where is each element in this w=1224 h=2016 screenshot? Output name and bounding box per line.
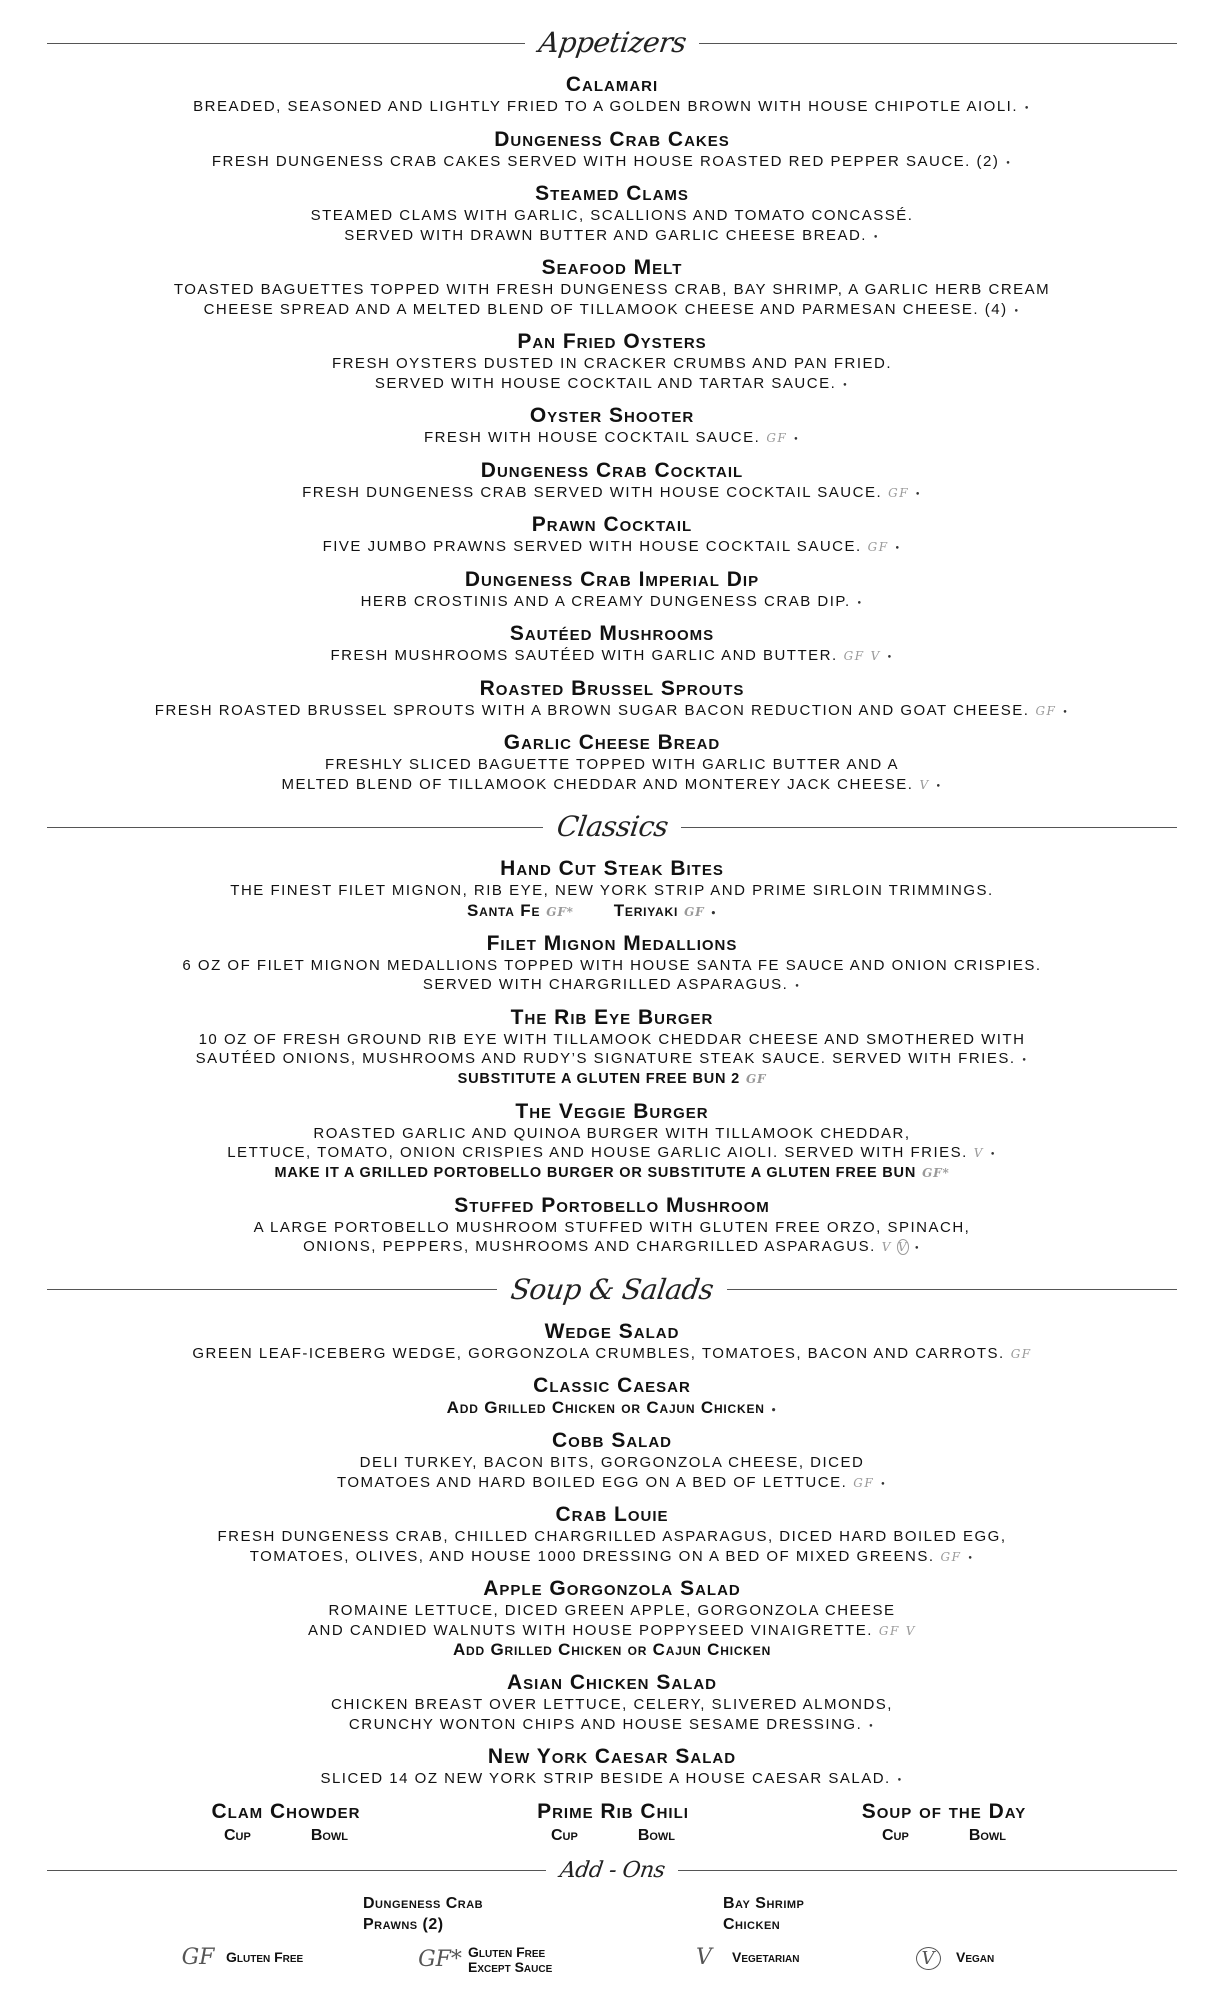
description-text: HERB CROSTINIS AND A CREAMY DUNGENESS CRAB DIP. bbox=[360, 592, 851, 610]
description-text: 10 OZ OF FRESH GROUND RIB EYE WITH TILLAMOOK CHEDDAR CHEESE AND SMOTHERED WITH bbox=[198, 1030, 1026, 1048]
dot-icon bbox=[1022, 1056, 1029, 1066]
menu-item bbox=[47, 931, 1177, 995]
item-description bbox=[47, 1473, 1177, 1493]
soup-item bbox=[794, 1799, 1094, 1847]
v-icon bbox=[871, 649, 881, 663]
legend-label: Vegan bbox=[956, 1948, 995, 1965]
item-name: The Rib Eye Burger bbox=[510, 1005, 714, 1029]
addon-item: Dungeness Crab bbox=[363, 1894, 484, 1912]
item-description bbox=[47, 956, 1177, 976]
description-text: ONIONS, PEPPERS, MUSHROOMS AND CHARGRILLED ASPARAGUS. bbox=[303, 1238, 876, 1255]
item-name: Prawn Cocktail bbox=[531, 513, 693, 536]
description-text: FRESH DUNGENESS CRAB SERVED WITH HOUSE COCKTAIL SAUCE. bbox=[302, 483, 883, 501]
vegan-icon bbox=[900, 1945, 956, 1970]
menu-item bbox=[47, 1099, 1177, 1183]
description-text: TOMATOES, OLIVES, AND HOUSE 1000 DRESSING ON A BED OF MIXED GREENS. bbox=[249, 1547, 935, 1565]
menu-item bbox=[47, 1005, 1177, 1089]
description-text: CRUNCHY WONTON CHIPS AND HOUSE SESAME DRESSING. bbox=[348, 1715, 863, 1733]
item-name: Oyster Shooter bbox=[529, 404, 695, 427]
menu-item bbox=[47, 1319, 1177, 1364]
legend-label: Gluten Free bbox=[226, 1948, 304, 1965]
description-text: ROASTED GARLIC AND QUINOA BURGER WITH TILLAMOOK CHEDDAR, bbox=[313, 1124, 911, 1142]
v-icon bbox=[974, 1146, 984, 1160]
gf-icon bbox=[868, 540, 889, 554]
gf-star-icon bbox=[922, 1166, 949, 1180]
item-name: Pan Fried Oysters bbox=[517, 330, 707, 353]
option-label: Teriyaki bbox=[613, 900, 679, 920]
section-title: Appetizers bbox=[536, 26, 688, 59]
item-description bbox=[47, 483, 1177, 503]
dot-icon bbox=[771, 1406, 778, 1416]
description-text: FRESH WITH HOUSE COCKTAIL SAUCE. bbox=[423, 429, 761, 446]
v-icon bbox=[906, 1624, 916, 1638]
gf-icon bbox=[941, 1550, 962, 1564]
soups-row bbox=[0, 1799, 1224, 1851]
description-text: TOMATOES AND HARD BOILED EGG ON A BED OF LETTUCE. bbox=[337, 1473, 848, 1491]
gf-icon bbox=[1011, 1347, 1032, 1361]
description-text: SERVED WITH CHARGRILLED ASPARAGUS. bbox=[422, 976, 789, 993]
menu-item bbox=[47, 676, 1177, 721]
section-divider bbox=[47, 804, 1177, 850]
divider-rule bbox=[678, 1870, 1177, 1871]
dot-icon bbox=[873, 233, 880, 243]
dot-icon bbox=[1014, 307, 1021, 317]
menu-item bbox=[47, 1502, 1177, 1566]
menu-item bbox=[47, 127, 1177, 172]
legend-label-line: Gluten Free bbox=[468, 1943, 546, 1960]
item-name: Filet Mignon Medallions bbox=[486, 931, 738, 955]
dot-icon bbox=[857, 599, 864, 609]
section-title: Add - Ons bbox=[558, 1857, 667, 1883]
item-description bbox=[47, 1124, 1177, 1144]
menu-item bbox=[47, 403, 1177, 448]
menu-item bbox=[47, 1744, 1177, 1789]
item-name: Apple Gorgonzola Salad bbox=[483, 1577, 741, 1600]
item-description bbox=[47, 1547, 1177, 1567]
item-name: Sautéed Mushrooms bbox=[509, 622, 715, 645]
description-text: FRESH OYSTERS DUSTED IN CRACKER CRUMBS AND PAN FRIED. bbox=[331, 355, 893, 372]
dot-icon bbox=[887, 653, 894, 663]
dot-icon bbox=[915, 490, 922, 500]
item-description bbox=[47, 592, 1177, 612]
menu-item bbox=[47, 567, 1177, 612]
item-description bbox=[47, 280, 1177, 300]
menu-item bbox=[47, 181, 1177, 245]
item-description bbox=[47, 1621, 1177, 1641]
gf-icon bbox=[853, 1476, 874, 1490]
menu-item bbox=[47, 1373, 1177, 1418]
dot-icon bbox=[897, 1776, 904, 1786]
size-cup: Cup bbox=[550, 1826, 578, 1844]
soup-name: Prime Rib Chili bbox=[537, 1799, 689, 1823]
legend-label-line: Except Sauce bbox=[468, 1958, 553, 1975]
divider-rule bbox=[47, 1870, 546, 1871]
soup-item bbox=[463, 1799, 763, 1847]
description-text: BREADED, SEASONED AND LIGHTLY FRIED TO A GOLDEN BROWN WITH HOUSE CHIPOTLE AIOLI. bbox=[193, 98, 1019, 115]
item-description bbox=[47, 975, 1177, 995]
legend bbox=[0, 1941, 1224, 1985]
item-description bbox=[47, 226, 1177, 246]
item-description bbox=[47, 537, 1177, 557]
description-text: FRESH DUNGENESS CRAB CAKES SERVED WITH HOUSE ROASTED RED PEPPER SAUCE. (2) bbox=[211, 152, 1000, 170]
item-name: Dungeness Crab Imperial Dip bbox=[464, 567, 760, 591]
item-description bbox=[47, 300, 1177, 320]
description-text: GREEN LEAF-ICEBERG WEDGE, GORGONZOLA CRUMBLES, TOMATOES, BACON AND CARROTS. bbox=[192, 1344, 1005, 1362]
legend-gluten-free bbox=[170, 1945, 303, 1970]
item-description bbox=[47, 701, 1177, 721]
item-description bbox=[47, 1453, 1177, 1473]
item-note bbox=[47, 1069, 1177, 1089]
item-name: Seafood Melt bbox=[541, 256, 683, 279]
option-label: Santa Fe bbox=[466, 900, 541, 920]
dot-icon bbox=[868, 1722, 875, 1732]
description-text: LETTUCE, TOMATO, ONION CRISPIES AND HOUSE GARLIC AIOLI. SERVED WITH FRIES. bbox=[227, 1144, 968, 1161]
gluten-free-icon: GF bbox=[181, 1944, 215, 1970]
dot-icon bbox=[914, 1244, 921, 1254]
item-description bbox=[47, 1527, 1177, 1547]
addon-item: Prawns (2) bbox=[363, 1915, 444, 1933]
item-name: Steamed Clams bbox=[535, 182, 689, 205]
size-bowl: Bowl bbox=[310, 1826, 349, 1844]
soup-name: Clam Chowder bbox=[211, 1799, 361, 1823]
item-name: Wedge Salad bbox=[544, 1319, 680, 1343]
description-text: ROMAINE LETTUCE, DICED GREEN APPLE, GORGONZOLA CHEESE bbox=[328, 1602, 896, 1619]
description-text: SERVED WITH HOUSE COCKTAIL AND TARTAR SAUCE. bbox=[374, 374, 837, 392]
item-option bbox=[467, 901, 574, 920]
dot-icon bbox=[895, 544, 902, 554]
item-description bbox=[47, 881, 1177, 901]
dot-icon bbox=[967, 1554, 974, 1564]
menu-item bbox=[47, 621, 1177, 666]
description-text: CHICKEN BREAST OVER LETTUCE, CELERY, SLIVERED ALMONDS, bbox=[331, 1696, 893, 1713]
vegan-icon bbox=[898, 1240, 908, 1254]
gf-icon bbox=[844, 649, 865, 663]
gf-icon bbox=[888, 486, 909, 500]
menu-item bbox=[47, 856, 1177, 921]
menu-item bbox=[47, 1576, 1177, 1660]
addons-divider bbox=[47, 1851, 1177, 1891]
menu bbox=[47, 20, 1177, 1789]
item-description bbox=[47, 374, 1177, 394]
item-options bbox=[47, 901, 1177, 921]
note-text: SUBSTITUTE A GLUTEN FREE BUN 2 bbox=[457, 1070, 740, 1087]
divider-rule bbox=[727, 1289, 1177, 1290]
item-description bbox=[47, 1344, 1177, 1364]
section-title: Classics bbox=[554, 810, 670, 843]
section-divider bbox=[47, 20, 1177, 66]
dot-icon bbox=[936, 782, 943, 792]
description-text: FRESH ROASTED BRUSSEL SPROUTS WITH A BROWN SUGAR BACON REDUCTION AND GOAT CHEESE. bbox=[154, 701, 1030, 719]
menu-item bbox=[47, 329, 1177, 393]
legend-label bbox=[468, 1945, 552, 1975]
menu-item bbox=[47, 1670, 1177, 1734]
item-name: The Veggie Burger bbox=[515, 1099, 709, 1123]
menu-item bbox=[47, 1193, 1177, 1257]
item-description bbox=[47, 1695, 1177, 1715]
item-name: Dungeness Crab Cocktail bbox=[480, 458, 744, 482]
v-icon bbox=[919, 778, 929, 792]
item-note bbox=[47, 1163, 1177, 1183]
item-description bbox=[47, 755, 1177, 775]
dot-icon bbox=[1005, 159, 1012, 169]
addon-item: Chicken bbox=[723, 1915, 781, 1933]
item-name: Dungeness Crab Cakes bbox=[494, 127, 730, 151]
note-text: Add Grilled Chicken or Cajun Chicken bbox=[446, 1398, 765, 1417]
item-name: Calamari bbox=[565, 73, 659, 96]
addons-left bbox=[363, 1893, 483, 1935]
description-text: A LARGE PORTOBELLO MUSHROOM STUFFED WITH GLUTEN FREE ORZO, SPINACH, bbox=[253, 1218, 971, 1236]
section-divider bbox=[47, 1267, 1177, 1313]
item-description bbox=[47, 1601, 1177, 1621]
soup-item bbox=[136, 1799, 436, 1847]
item-name: Classic Caesar bbox=[533, 1374, 691, 1397]
menu-item bbox=[47, 72, 1177, 117]
item-name: Roasted Brussel Sprouts bbox=[479, 676, 745, 700]
section-title: Soup & Salads bbox=[508, 1272, 716, 1306]
divider-rule bbox=[699, 43, 1177, 44]
item-name: Garlic Cheese Bread bbox=[503, 731, 721, 754]
legend-label: Vegetarian bbox=[732, 1948, 800, 1965]
legend-vegan bbox=[900, 1945, 994, 1970]
gluten-free-except-sauce-icon: GF* bbox=[418, 1947, 462, 1972]
item-name: Asian Chicken Salad bbox=[506, 1671, 717, 1694]
divider-rule bbox=[47, 43, 525, 44]
item-description bbox=[47, 97, 1177, 117]
item-description bbox=[47, 775, 1177, 795]
item-note bbox=[47, 1640, 1177, 1660]
item-option bbox=[614, 901, 717, 920]
dot-icon bbox=[1024, 104, 1031, 114]
description-text: 6 OZ OF FILET MIGNON MEDALLIONS TOPPED WITH HOUSE SANTA FE SAUCE AND ONION CRISPIES. bbox=[182, 956, 1042, 974]
divider-rule bbox=[47, 827, 543, 828]
description-text: STEAMED CLAMS WITH GARLIC, SCALLIONS AND TOMATO CONCASSÉ. bbox=[310, 207, 914, 224]
size-bowl: Bowl bbox=[968, 1826, 1007, 1844]
v-icon bbox=[882, 1240, 892, 1254]
item-name: Cobb Salad bbox=[552, 1429, 672, 1452]
note-text: Add Grilled Chicken or Cajun Chicken bbox=[452, 1640, 772, 1659]
divider-rule bbox=[47, 1289, 497, 1290]
description-text: FRESH DUNGENESS CRAB, CHILLED CHARGRILLED ASPARAGUS, DICED HARD BOILED EGG, bbox=[217, 1528, 1007, 1545]
item-description bbox=[47, 1218, 1177, 1238]
item-name: Crab Louie bbox=[555, 1503, 669, 1526]
description-text: FRESHLY SLICED BAGUETTE TOPPED WITH GARLIC BUTTER AND A bbox=[325, 756, 899, 773]
item-description bbox=[47, 646, 1177, 666]
description-text: AND CANDIED WALNUTS WITH HOUSE POPPYSEED VINAIGRETTE. bbox=[308, 1621, 873, 1639]
menu-item bbox=[47, 1428, 1177, 1492]
description-text: SLICED 14 OZ NEW YORK STRIP BESIDE A HOUSE CAESAR SALAD. bbox=[320, 1770, 891, 1787]
item-description bbox=[47, 1237, 1177, 1257]
size-cup: Cup bbox=[881, 1826, 909, 1844]
menu-item bbox=[47, 255, 1177, 319]
dot-icon bbox=[880, 1480, 887, 1490]
description-text: SERVED WITH DRAWN BUTTER AND GARLIC CHEESE BREAD. bbox=[344, 226, 867, 244]
note-text: MAKE IT A GRILLED PORTOBELLO BURGER OR SUBSTITUTE A GLUTEN FREE BUN bbox=[274, 1164, 917, 1181]
description-text: TOASTED BAGUETTES TOPPED WITH FRESH DUNGENESS CRAB, BAY SHRIMP, A GARLIC HERB CREAM bbox=[173, 281, 1051, 298]
item-note bbox=[47, 1398, 1177, 1418]
item-description bbox=[47, 1049, 1177, 1069]
soup-name: Soup of the Day bbox=[861, 1799, 1027, 1823]
dot-icon bbox=[1062, 708, 1069, 718]
description-text: FRESH MUSHROOMS SAUTÉED WITH GARLIC AND BUTTER. bbox=[330, 647, 838, 664]
item-description bbox=[47, 1769, 1177, 1789]
item-description bbox=[47, 428, 1177, 448]
item-name: Stuffed Portobello Mushroom bbox=[454, 1193, 770, 1217]
legend-vegetarian bbox=[676, 1945, 800, 1970]
item-description bbox=[47, 206, 1177, 226]
item-description bbox=[47, 1143, 1177, 1163]
gf-star-icon bbox=[546, 905, 573, 919]
addon-item: Bay Shrimp bbox=[723, 1894, 805, 1912]
description-text: CHEESE SPREAD AND A MELTED BLEND OF TILLAMOOK CHEESE AND PARMESAN CHEESE. (4) bbox=[203, 300, 1008, 318]
description-text: SAUTÉED ONIONS, MUSHROOMS AND RUDY’S SIGNATURE STEAK SAUCE. SERVED WITH FRIES. bbox=[195, 1050, 1016, 1067]
dot-icon bbox=[710, 909, 717, 919]
dot-icon bbox=[990, 1150, 997, 1160]
size-cup: Cup bbox=[223, 1826, 251, 1844]
description-text: FIVE JUMBO PRAWNS SERVED WITH HOUSE COCKTAIL SAUCE. bbox=[322, 538, 862, 555]
menu-item bbox=[47, 512, 1177, 557]
description-text: DELI TURKEY, BACON BITS, GORGONZOLA CHEESE, DICED bbox=[359, 1454, 865, 1471]
size-bowl: Bowl bbox=[637, 1826, 676, 1844]
gf-icon bbox=[746, 1072, 766, 1086]
item-name: Hand Cut Steak Bites bbox=[500, 857, 724, 880]
menu-item bbox=[47, 458, 1177, 503]
item-description bbox=[47, 354, 1177, 374]
gf-icon bbox=[879, 1624, 900, 1638]
addons bbox=[0, 1893, 1224, 1941]
menu-item bbox=[47, 730, 1177, 794]
item-name: New York Caesar Salad bbox=[487, 1745, 737, 1768]
item-description bbox=[47, 1715, 1177, 1735]
legend-gluten-free-except-sauce bbox=[412, 1945, 552, 1975]
addons-right bbox=[723, 1893, 804, 1935]
dot-icon bbox=[794, 982, 801, 992]
gf-icon bbox=[766, 431, 787, 445]
item-description bbox=[47, 152, 1177, 172]
dot-icon bbox=[793, 435, 800, 445]
divider-rule bbox=[681, 827, 1177, 828]
description-text: THE FINEST FILET MIGNON, RIB EYE, NEW YORK STRIP AND PRIME SIRLOIN TRIMMINGS. bbox=[230, 882, 994, 899]
dot-icon bbox=[842, 381, 849, 391]
item-description bbox=[47, 1030, 1177, 1050]
vegetarian-icon: V bbox=[696, 1944, 712, 1970]
gf-icon bbox=[684, 905, 704, 919]
gf-icon bbox=[1035, 704, 1056, 718]
description-text: MELTED BLEND OF TILLAMOOK CHEDDAR AND MONTEREY JACK CHEESE. bbox=[281, 775, 914, 793]
vegan-glyph: V bbox=[916, 1947, 941, 1970]
